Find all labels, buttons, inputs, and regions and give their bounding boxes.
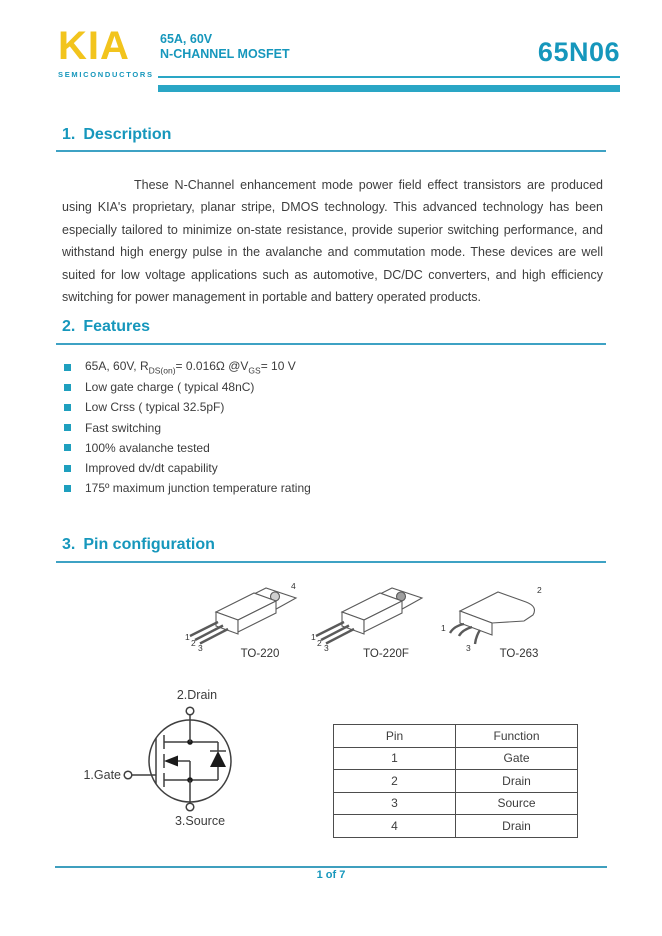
section-number: 3. (62, 536, 76, 553)
feature-item (64, 377, 311, 397)
function-cell: Drain (456, 815, 578, 838)
to220-name: TO-220 (240, 648, 280, 660)
to220-pin1-label: 1 (185, 632, 190, 642)
page-indicator: 1 of 7 (316, 869, 346, 881)
section-number: 2. (62, 318, 76, 335)
feature-segment: = 0.016Ω @V (175, 358, 249, 373)
to263-tab-label: 2 (537, 585, 542, 595)
device-rating: 65A, 60V (160, 32, 213, 46)
function-cell: Drain (456, 770, 578, 793)
to220f-pin1-label: 1 (311, 632, 316, 642)
bullet-square-icon (64, 465, 71, 472)
section-title: Description (83, 126, 172, 143)
to220-pin3-label: 3 (198, 643, 203, 653)
footer-rule (55, 866, 607, 868)
to263-lead-3 (475, 630, 480, 644)
to263-name: TO-263 (499, 648, 539, 660)
section-rule (56, 150, 606, 152)
feature-segment: 65A, 60V, R (85, 358, 149, 373)
pin-cell: 4 (334, 815, 456, 838)
pin-function-table (333, 724, 578, 838)
table-header-row (334, 725, 578, 748)
brand-logo-subtext: SEMICONDUCTORS (58, 70, 154, 79)
bullet-square-icon (64, 404, 71, 411)
brand-logo (58, 26, 168, 79)
pin-cell: 2 (334, 770, 456, 793)
section-number: 1. (62, 126, 76, 143)
feature-item (64, 357, 311, 377)
to220-pin2-label: 2 (191, 638, 196, 648)
table-row (334, 815, 578, 838)
table-header-pin: Pin (334, 725, 456, 748)
table-row (334, 747, 578, 770)
drain-label: 2.Drain (176, 688, 218, 702)
header-accent-bar (158, 85, 620, 92)
section-rule (56, 561, 606, 563)
feature-item (64, 438, 311, 458)
to220f-name: TO-220F (363, 648, 409, 660)
feature-item (64, 418, 311, 438)
features-list (64, 357, 311, 498)
table-row (334, 792, 578, 815)
feature-item (64, 397, 311, 417)
feature-subscript: GS (248, 365, 261, 376)
to220-tab-label: 4 (291, 581, 296, 591)
brand-logo-text: KIA (58, 24, 130, 68)
to220f-package-drawing (308, 580, 426, 660)
feature-text: Improved dv/dt capability (85, 461, 218, 476)
feature-item (64, 458, 311, 478)
section-rule (56, 343, 606, 345)
to263-pin1-label: 1 (441, 623, 446, 633)
to263-package-drawing (434, 580, 552, 660)
feature-text (85, 359, 296, 375)
device-summary (160, 32, 290, 62)
section-title: Features (83, 318, 151, 335)
to220-package-drawing (182, 580, 300, 660)
feature-text: Low Crss ( typical 32.5pF) (85, 400, 225, 415)
pin-cell: 3 (334, 792, 456, 815)
feature-text: Fast switching (85, 420, 162, 435)
section-title: Pin configuration (83, 536, 215, 553)
body-arrow-icon (164, 756, 178, 767)
feature-item (64, 478, 311, 498)
bullet-square-icon (64, 485, 71, 492)
section-heading-features (62, 318, 150, 336)
device-type: N-CHANNEL MOSFET (160, 47, 290, 61)
feature-subscript: DS(on) (148, 365, 176, 376)
header-thin-rule (158, 76, 620, 78)
section-heading-description (62, 126, 171, 144)
feature-text: Low gate charge ( typical 48nC) (85, 380, 255, 395)
to263-lead-2 (459, 627, 472, 636)
package-drawings (182, 580, 552, 660)
diode-triangle-icon (210, 751, 226, 767)
drain-terminal (186, 707, 194, 715)
to263-pin3-label: 3 (466, 643, 471, 653)
description-paragraph: These N-Channel enhancement mode power field effect transistors are produced using KIA's proprietary, planar stripe, DMOS technology. This advanced technology has been especially tailored to minimize on-state resistance, provide superior switching performance, and withstand high energy pulse in the avalanche and commutation mode. These devices are well suited for low voltage applications such as automotive, DC/DC converters, and high efficiency switching for power management in portable and battery operated products. (62, 177, 603, 304)
gate-label: 1.Gate (83, 768, 121, 782)
to220f-pin3-label: 3 (324, 643, 329, 653)
function-cell: Gate (456, 747, 578, 770)
table-row (334, 770, 578, 793)
feature-text: 100% avalanche tested (85, 440, 210, 455)
section-heading-pin-configuration (62, 536, 215, 554)
feature-text: 175º maximum junction temperature rating (85, 481, 311, 496)
pin-cell: 1 (334, 747, 456, 770)
source-label: 3.Source (174, 814, 226, 828)
bullet-square-icon (64, 444, 71, 451)
feature-segment: = 10 V (260, 358, 296, 373)
bullet-square-icon (64, 364, 71, 371)
part-number: 65N06 (537, 37, 620, 67)
table-header-function: Function (456, 725, 578, 748)
to220f-pin2-label: 2 (317, 638, 322, 648)
gate-terminal (124, 771, 132, 779)
function-cell: Source (456, 792, 578, 815)
source-terminal (186, 803, 194, 811)
bullet-square-icon (64, 424, 71, 431)
bullet-square-icon (64, 384, 71, 391)
mosfet-symbol-diagram (60, 683, 320, 833)
